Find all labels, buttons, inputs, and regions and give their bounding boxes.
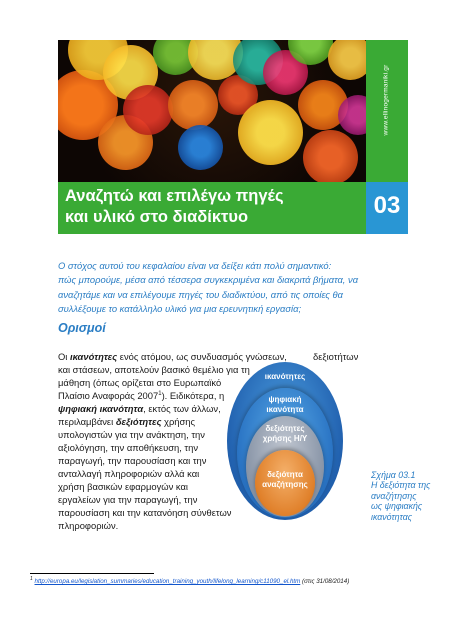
- competence-diagram: [215, 362, 355, 520]
- paragraph-line: πληροφοριών.: [58, 520, 119, 531]
- chapter-title-line-1: Αναζητώ και επιλέγω πηγές: [65, 187, 284, 205]
- paragraph-line: ψηφιακή ικανότητα, εκτός των άλλων,: [58, 403, 221, 414]
- diagram-label-digital: ψηφιακή ικανότητα: [266, 395, 304, 414]
- paragraph-line: υπολογιστών για την ανάκτηση, την: [58, 429, 205, 440]
- paragraph-line: και στάσεων, αποτελούν βασικό θεμέλιο για τη: [58, 364, 250, 375]
- diagram-label-competences: ικανότητες: [264, 372, 306, 381]
- figure-caption: [371, 470, 431, 522]
- paragraph-line: Οι ικανότητες ενός ατόμου, ως συνδυασμός γνώσεων,: [58, 351, 287, 362]
- footnote: [30, 575, 350, 585]
- footnote-number: 1: [30, 575, 33, 582]
- paragraph-line: παραγωγή, την παρουσίαση και την: [58, 455, 207, 466]
- chapter-number: 03: [373, 192, 401, 219]
- caption-line: Σχήμα 03.1: [371, 470, 416, 480]
- intro-line-3: αναζητάμε και να επιλέγουμε πηγές του διαδικτύου, από τις οποίες θα: [58, 288, 343, 300]
- paragraph-line: χρήση βασικών εφαρμογών και: [58, 481, 188, 492]
- term-competences: ικανότητες: [69, 351, 118, 362]
- caption-line: ικανότητας: [371, 511, 412, 522]
- diagram-label-search-skill: δεξιότητα αναζήτησης: [262, 470, 308, 489]
- intro-line-1: Ο στόχος αυτού του κεφαλαίου είναι να δείξει κάτι πολύ σημαντικό:: [58, 260, 332, 271]
- chapter-title-line-2: και υλικό στο διαδίκτυο: [65, 207, 249, 226]
- intro-line-2: πώς μπορούμε, μέσα από τέσσερα συγκεκριμένα και διακριτά βήματα, να: [58, 274, 359, 286]
- paragraph-line: περιλαμβάνει δεξιότητες χρήσης: [58, 416, 196, 427]
- intro-line-4: συλλέξουμε το κατάλληλο υλικό για μια ερευνητική εργασία;: [58, 302, 302, 314]
- footnote-divider: [30, 573, 154, 574]
- footnote-ref: 1: [158, 390, 162, 397]
- footnote-date: (στις 31/08/2014): [300, 578, 350, 585]
- paragraph-line: δεξιοτήτων: [313, 351, 359, 362]
- caption-line: ως ψηφιακής: [371, 501, 423, 512]
- caption-line: Η δεξιότητα της: [371, 480, 431, 491]
- website-url: www.ellinogermaniki.gr: [382, 64, 390, 136]
- paragraph-line: παρουσίαση και την κατανόηση σύνθετων: [58, 507, 232, 518]
- paragraph-line: Πλαίσιο Αναφοράς 2007$^1$). Ειδικότερα, η: [58, 390, 225, 401]
- section-heading: Ορισμοί: [58, 321, 106, 335]
- chapter-title: [65, 186, 355, 227]
- footnote-link[interactable]: http://europa.eu/legislation_summaries/education_training_youth/lifelong_learning/c11090_el.htm: [34, 578, 301, 585]
- paragraph-line: ανταλλαγή πληροφοριών αλλά και: [58, 468, 200, 479]
- paragraph-line: αξιολόγηση, την αποθήκευση, την: [58, 442, 199, 453]
- caption-line: αναζήτησης: [371, 490, 417, 501]
- paragraph-line: εργαλείων για την παραγωγή, την: [58, 494, 198, 505]
- bokeh-header-image: [58, 40, 366, 182]
- chapter-intro: [58, 259, 398, 316]
- diagram-label-computer-skills: δεξιότητες χρήσης Η/Υ: [262, 424, 308, 443]
- term-digital-competence: ψηφιακή ικανότητα: [58, 403, 144, 414]
- paragraph-line: μάθηση (όπως ορίζεται στο Ευρωπαϊκό: [58, 377, 222, 388]
- term-skills: δεξιότητες: [115, 416, 162, 427]
